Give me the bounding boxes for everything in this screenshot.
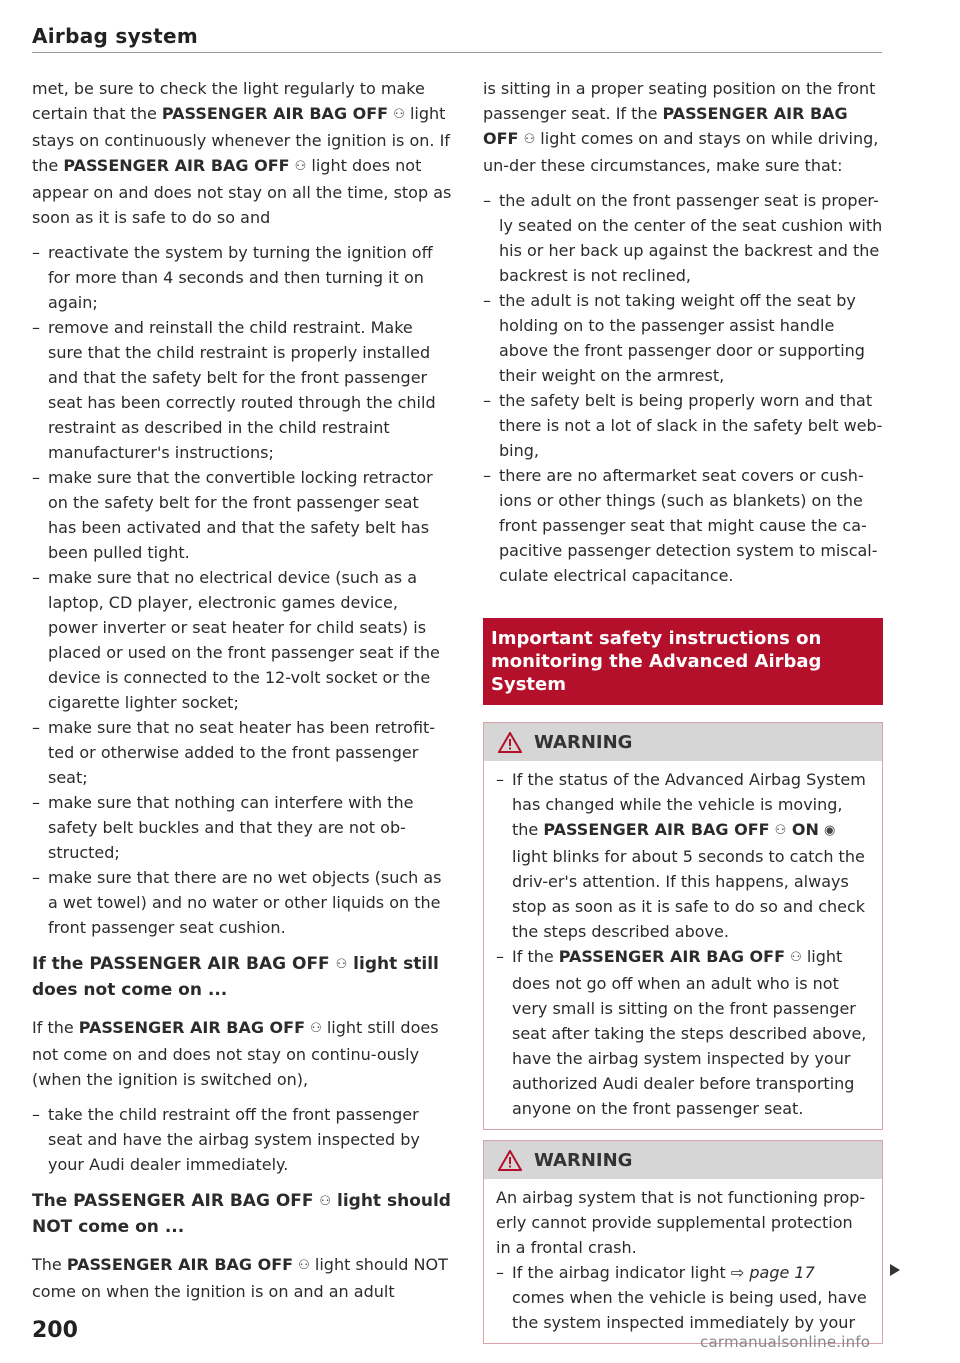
list-item: – the adult is not taking weight off the seat by holding on to the passenger assist handle above the front passenger door or supporting their weight on the armrest, xyxy=(483,288,883,388)
list-item: – If the PASSENGER AIR BAG OFF ⚇ light does not go off when an adult who is not very small is sitting on the front passenger seat after taking the steps described above, have the airbag system inspected by your authorized Audi dealer before transporting anyone on the front passenger seat. xyxy=(496,944,872,1121)
left-checklist xyxy=(32,240,452,940)
warning-body xyxy=(484,761,882,1129)
list-item: – there are no aftermarket seat covers or cush-ions or other things (such as blankets) on the front passenger seat that might cause the ca-pacitive passenger detection system to miscal-culate electrical capacitance. xyxy=(483,463,883,588)
warning-box-1 xyxy=(483,722,883,1130)
warning-body xyxy=(484,1179,882,1343)
passenger-airbag-off-icon: ⚇ xyxy=(393,107,405,122)
passenger-airbag-off-icon: ⚇ xyxy=(523,132,536,147)
page-number: 200 xyxy=(32,1318,78,1343)
warning-header xyxy=(484,723,882,761)
subheading-still-not-on: If the PASSENGER AIR BAG OFF ⚇ light still does not come on ... xyxy=(32,954,439,1000)
section-title-banner: Important safety instructions on monitoring the Advanced Airbag System xyxy=(483,618,883,705)
list-item: – remove and reinstall the child restraint. Make sure that the child restraint is properly installed and that the safety belt for the front passenger seat has been correctly routed through the child restraint as described in the child restraint manufacturer's instructions; xyxy=(32,315,452,465)
passenger-airbag-off-icon: ⚇ xyxy=(774,823,787,838)
right-checklist xyxy=(483,188,883,588)
passenger-airbag-off-icon: ⚇ xyxy=(298,1258,310,1273)
passenger-airbag-off-icon: ⚇ xyxy=(790,950,802,965)
list-item: – the safety belt is being properly worn and that there is not a lot of slack in the safety belt web-bing, xyxy=(483,388,883,463)
list-item: – If the status of the Advanced Airbag System has changed while the vehicle is moving, the PASSENGER AIR BAG OFF ⚇ ON ◉ light blinks for about 5 seconds to catch the driv-er's attention. If this happens, always stop as soon as it is safe to do so and check the steps described above. xyxy=(496,767,872,944)
warning-intro: An airbag system that is not functioning prop-erly cannot provide supplemental protection in a frontal crash. xyxy=(496,1188,866,1257)
list-item: – take the child restraint off the front passenger seat and have the airbag system inspected by your Audi dealer immediately. xyxy=(32,1102,452,1177)
warning-triangle-icon xyxy=(498,732,522,753)
passenger-airbag-off-icon: ⚇ xyxy=(335,957,348,972)
list-item: – make sure that no electrical device (such as a laptop, CD player, electronic games device, power inverter or seat heater for child seats) is placed or used on the front passenger seat if the device is connected to the 12-volt socket or the cigarette lighter socket; xyxy=(32,565,452,715)
right-column xyxy=(483,76,883,1344)
list-item: – reactivate the system by turning the ignition off for more than 4 seconds and then turning it on again; xyxy=(32,240,452,315)
section-header-title: Airbag system xyxy=(32,24,198,48)
left-checklist-2 xyxy=(32,1102,452,1177)
list-item: – make sure that no seat heater has been retrofit-ted or otherwise added to the front passenger seat; xyxy=(32,715,452,790)
passenger-airbag-off-icon: ⚇ xyxy=(294,159,307,174)
left-paragraph-1: met, be sure to check the light regularly to make certain that the PASSENGER AIR BAG OFF ⚇ light stays on continuously whenever the ignition is on. If the PASSENGER AIR BAG OFF ⚇ light does not appear on and does not stay on all the time, stop as soon as it is safe to do so and xyxy=(32,79,452,227)
warning-label: WARNING xyxy=(534,1149,633,1171)
continue-arrow-icon xyxy=(890,1264,900,1276)
header-divider xyxy=(32,52,882,53)
warning-box-2 xyxy=(483,1140,883,1344)
left-column xyxy=(32,76,452,1304)
subheading-should-not-come-on: The PASSENGER AIR BAG OFF ⚇ light should NOT come on ... xyxy=(32,1191,451,1237)
passenger-airbag-off-icon: ⚇ xyxy=(319,1194,332,1209)
list-item: – make sure that the convertible locking retractor on the safety belt for the front passenger seat has been activated and that the safety belt has been pulled tight. xyxy=(32,465,452,565)
left-paragraph-2: If the PASSENGER AIR BAG OFF ⚇ light still does not come on and does not stay on continu-ously (when the ignition is switched on), xyxy=(32,1018,439,1089)
list-item: – the adult on the front passenger seat is proper-ly seated on the center of the seat cushion with his or her back up against the backrest and the backrest is not reclined, xyxy=(483,188,883,288)
watermark: carmanualsonline.info xyxy=(700,1333,871,1351)
passenger-airbag-off-icon: ⚇ xyxy=(310,1021,322,1036)
list-item: – If the airbag indicator light ⇨ page 17 comes when the vehicle is being used, have the system inspected immediately by your xyxy=(496,1260,872,1335)
warning-header xyxy=(484,1141,882,1179)
page-reference-link[interactable]: ⇨ page 17 xyxy=(730,1263,815,1282)
list-item: – make sure that there are no wet objects (such as a wet towel) and no water or other liquids on the front passenger seat cushion. xyxy=(32,865,452,940)
warning-label: WARNING xyxy=(534,731,633,753)
right-paragraph-1: is sitting in a proper seating position on the front passenger seat. If the PASSENGER AIR BAG OFF ⚇ light comes on and stays on while driving, un-der these circumstances, make sure that: xyxy=(483,79,879,175)
airbag-on-icon: ◉ xyxy=(823,823,836,838)
list-item: – make sure that nothing can interfere with the safety belt buckles and that they are not ob-structed; xyxy=(32,790,452,865)
warning-triangle-icon xyxy=(498,1150,522,1171)
left-paragraph-3: The PASSENGER AIR BAG OFF ⚇ light should NOT come on when the ignition is on and an adult xyxy=(32,1255,448,1301)
